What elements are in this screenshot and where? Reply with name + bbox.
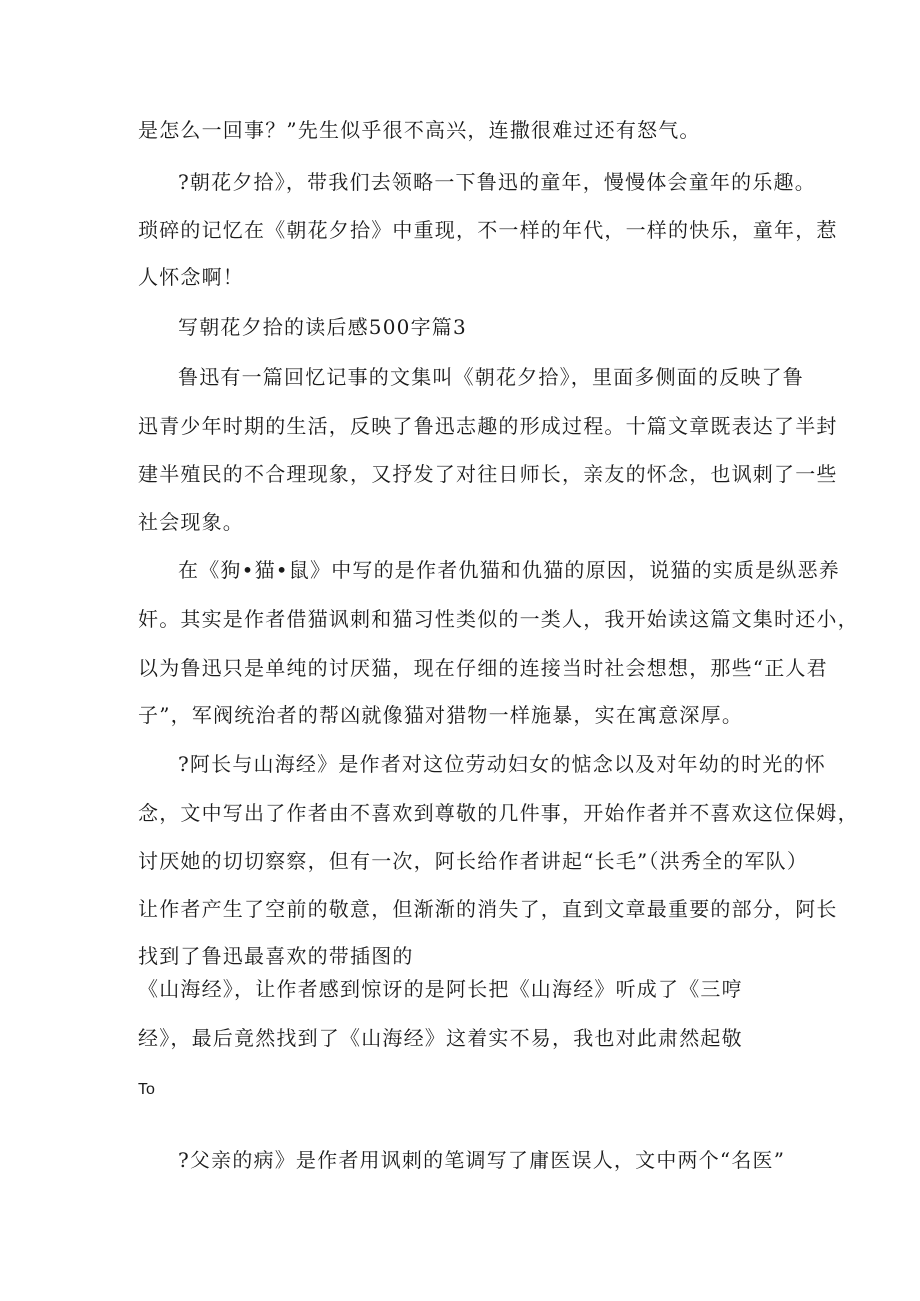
- text-line: 讨厌她的切切察察，但有一次，阿长给作者讲起“长毛”（洪秀全的军队）: [138, 849, 809, 873]
- text-line: 让作者产生了空前的敬意，但渐渐的消失了，直到文章最重要的部分，阿长: [138, 897, 838, 921]
- text-line: 迅青少年时期的生活，反映了鲁迅志趣的形成过程。十篇文章既表达了半封: [138, 414, 838, 438]
- text-line: 念，文中写出了作者由不喜欢到尊敬的几件事，开始作者并不喜欢这位保姆，: [138, 801, 859, 825]
- text-line: ?阿长与山海经》是作者对这位劳动妇女的惦念以及对年幼的时光的怀: [178, 752, 826, 776]
- text-line: 以为鲁迅只是单纯的讨厌猫，现在仔细的连接当时社会想想，那些“正人君: [138, 656, 828, 680]
- text-line: To: [138, 1081, 155, 1098]
- text-line: 鲁迅有一篇回忆记事的文集叫《朝花夕拾》，里面多侧面的反映了鲁: [178, 365, 804, 389]
- text-line: 奸。其实是作者借猫讽刺和猫习性类似的一类人，我开始读这篇文集时还小，: [138, 607, 859, 631]
- text-line: ?朝花夕拾》，带我们去领略一下鲁迅的童年，慢慢体会童年的乐趣。: [178, 170, 816, 194]
- text-line: 找到了鲁迅最喜欢的带插图的: [138, 944, 414, 968]
- text-line: 社会现象。: [138, 510, 244, 534]
- section-heading: 写朝花夕拾的读后感500字篇3: [178, 315, 467, 339]
- text-line: ?父亲的病》是作者用讽刺的笔调写了庸医误人，文中两个“名医”: [178, 1148, 786, 1172]
- text-line: 经》，最后竟然找到了《山海经》这着实不易，我也对此肃然起敬: [138, 1026, 743, 1050]
- text-line: 在《狗•猫•鼠》中写的是作者仇猫和仇猫的原因，说猫的实质是纵恶养: [178, 558, 840, 582]
- text-line: 子”，军阀统治者的帮凶就像猫对猎物一样施暴，实在寓意深厚。: [138, 703, 744, 727]
- text-line: 是怎么一回事？”先生似乎很不高兴，连撒很难过还有怒气。: [138, 118, 701, 142]
- text-line: 琐碎的记忆在《朝花夕拾》中重现，不一样的年代，一样的快乐，童年，惹: [138, 218, 838, 242]
- text-line: 《山海经》，让作者感到惊讶的是阿长把《山海经》听成了《三哼: [138, 977, 743, 1001]
- text-line: 建半殖民的不合理现象，又抒发了对往日师长，亲友的怀念，也讽刺了一些: [138, 462, 838, 486]
- text-line: 人怀念啊！: [138, 265, 244, 289]
